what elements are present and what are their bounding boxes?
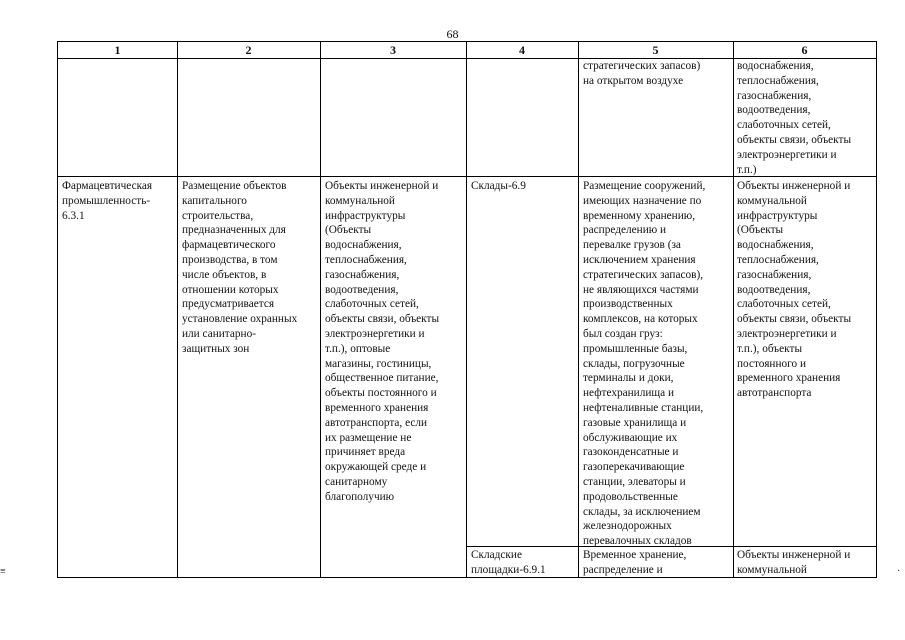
header-col-4: 4 xyxy=(466,42,578,59)
aux-permitted-objects: Объекты инженерной и коммунальной инфраструктуры (Объекты водоснабжения, теплоснабжения, газоснабжения, водоотведения, слаботочных сетей, объекты связи, объекты электроэнергетики и т.п.), объекты постоянного и временного хранения автотранспорта xyxy=(737,180,852,400)
margin-mark-left: ≡ xyxy=(0,566,6,577)
aux-land-use-description-2: Временное хранение, распределение и xyxy=(583,549,687,576)
header-col-2: 2 xyxy=(177,42,320,59)
permitted-objects: Объекты инженерной и коммунальной инфраструктуры (Объекты водоснабжения, теплоснабжения, газоснабжения, водоотведения, слаботочных сетей, объекты связи, объекты электроэнергетики и т.п.), оптовые магазины, гостиницы, общественное питание, объекты постоянного и временного хранения автотранспорта, если их размещение не причиняет вреда окружающей среде и санитарному благополучию xyxy=(325,180,440,503)
column-divider xyxy=(177,42,178,577)
continuation-col-6: водоснабжения, теплоснабжения, газоснабжения, водоотведения, слаботочных сетей, объекты связи, объекты электроэнергетики и т.п.) xyxy=(737,60,852,176)
aux-permitted-objects-2: Объекты инженерной и коммунальной xyxy=(737,549,851,576)
land-use-description: Размещение объектов капитального строительства, предназначенных для фармацевтического производства, в том числе объектов, в отношении которых предусматривается установление охранных или санитарно- защитных зон xyxy=(182,180,298,355)
land-use-name: Фармацевтическая промышленность- 6.3.1 xyxy=(62,180,153,222)
header-col-1: 1 xyxy=(58,42,177,59)
header-col-3: 3 xyxy=(320,42,466,59)
continuation-col-5: стратегических запасов) на открытом воздухе xyxy=(583,60,701,87)
column-divider xyxy=(320,42,321,577)
column-divider xyxy=(578,42,579,577)
aux-land-use-name-2: Складские площадки-6.9.1 xyxy=(471,549,546,576)
aux-land-use-name: Склады-6.9 xyxy=(471,180,526,192)
header-col-6: 6 xyxy=(733,42,876,59)
page-number: 68 xyxy=(446,27,459,41)
land-use-table xyxy=(57,41,877,578)
column-divider xyxy=(733,42,734,577)
column-divider xyxy=(466,42,467,577)
header-col-5: 5 xyxy=(578,42,733,59)
margin-mark-right: · xyxy=(897,566,901,577)
aux-land-use-description: Размещение сооружений, имеющих назначение по временному хранению, распределению и перевалке грузов (за исключением хранения стратегических запасов), не являющихся частями производственных комплексов, на которых был создан груз: промышленные базы, склады, погрузочные терминалы и доки, нефтехранилища и нефтеналивные станции, газовые хранилища и обслуживающие их газоконденсатные и газоперекачивающие станции, элеваторы и продовольственные склады, за исключением железнодорожных перевалочных складов xyxy=(583,180,706,548)
